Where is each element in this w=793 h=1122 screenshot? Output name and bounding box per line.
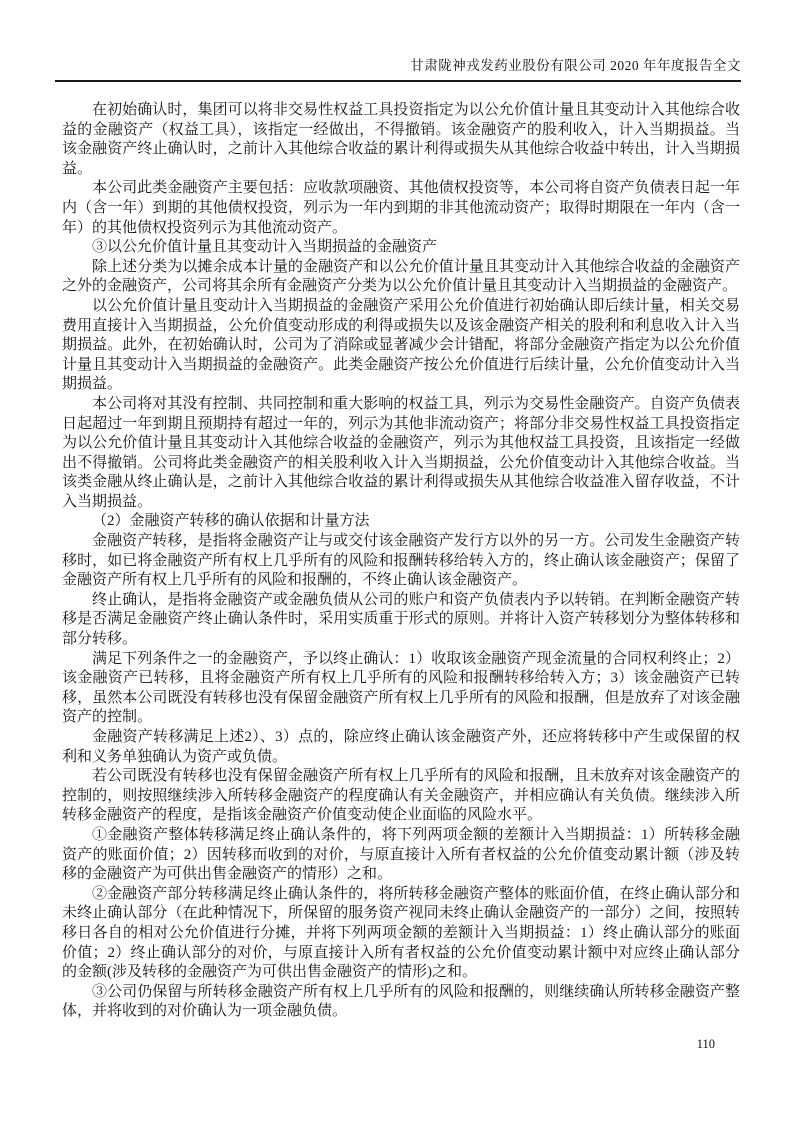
page-header-title: 甘肃陇神戎发药业股份有限公司 2020 年年度报告全文: [55, 54, 741, 82]
paragraph: ②金融资产部分转移满足终止确认条件的，将所转移金融资产整体的账面价值，在终止确认部分和未终止确认部分（在此种情况下，所保留的服务资产视同未终止确认金融资产的一部分）之间，按照转移日各自的相对公允价值进行分摊，并将下列两项金额的差额计入当期损益：1）终止确认部分的账面价值；2）终止确认部分的对价，与原直接计入所有者权益的公允价值变动累计额中对应终止确认部分的金额(涉及转移的金融资产为可供出售金融资产的情形)之和。: [62, 885, 740, 981]
document-body: [62, 101, 740, 1022]
paragraph: ③以公允价值计量且其变动计入当期损益的金融资产: [92, 239, 438, 256]
page-number: 110: [696, 1037, 715, 1051]
paragraph: 金融资产转移，是指将金融资产让与或交付该金融资产发行方以外的另一方。公司发生金融资产转移时，如已将金融资产所有权上几乎所有的风险和报酬转移给转入方的，终止确认该金融资产；保留了金融资产所有权上几乎所有的风险和报酬的，不终止确认该金融资产。: [62, 533, 740, 589]
paragraph: 本公司此类金融资产主要包括：应收款项融资、其他债权投资等，本公司将自资产负债表日起一年内（含一年）到期的其他债权投资，列示为一年内到期的非其他流动资产；取得时期限在一年内（含一年）的其他债权投资列示为其他流动资产。: [62, 180, 740, 236]
paragraph: 在初始确认时，集团可以将非交易性权益工具投资指定为以公允价值计量且其变动计入其他综合收益的金融资产（权益工具），该指定一经做出，不得撤销。该金融资产的股利收入，计入当期损益。当该金融资产终止确认时，之前计入其他综合收益的累计利得或损失从其他综合收益中转出，计入当期损益。: [62, 102, 740, 177]
paragraph: 终止确认，是指将金融资产或金融负债从公司的账户和资产负债表内予以转销。在判断金融资产转移是否满足金融资产终止确认条件时，采用实质重于形式的原则。并将计入资产转移划分为整体转移和部分转移。: [62, 591, 740, 648]
paragraph: 若公司既没有转移也没有保留金融资产所有权上几乎所有的风险和报酬，且未放弃对该金融资产的控制的，则按照继续涉入所转移金融资产的程度确认有关金融资产，并相应确认有关负债。继续涉入所转移金融资产的程度，是指该金融资产价值变动使企业面临的风险水平。: [62, 768, 740, 824]
paragraph: 满足下列条件之一的金融资产，予以终止确认：1）收取该金融资产现金流量的合同权利终止；2）该金融资产已转移，且将金融资产所有权上几乎所有的风险和报酬转移给转入方；3）该金融资产已转移，虽然本公司既没有转移也没有保留金融资产所有权上几乎所有的风险和报酬，但是放弃了对该金融资产的控制。: [62, 650, 740, 726]
paragraph: ①金融资产整体转移满足终止确认条件的，将下列两项金额的差额计入当期损益：1）所转移金融资产的账面价值；2）因转移而收到的对价，与原直接计入所有者权益的公允价值变动累计额（涉及转移的金融资产为可供出售金融资产的情形）之和。: [62, 826, 740, 883]
paragraph: （2）金融资产转移的确认依据和计量方法: [92, 513, 370, 530]
paragraph: ③公司仍保留与所转移金融资产所有权上几乎所有的风险和报酬的，则继续确认所转移金融资产整体，并将收到的对价确认为一项金融负债。: [62, 983, 740, 1020]
paragraph: 以公允价值计量且变动计入当期损益的金融资产采用公允价值进行初始确认即后续计量，相关交易费用直接计入当期损益，公允价值变动形成的利得或损失以及该金融资产相关的股利和利息收入计入当期损益。此外，在初始确认时，公司为了消除或显著减少会计错配，将部分金融资产指定为以公允价值计量且其变动计入当期损益的金融资产。此类金融资产按公允价值进行后续计量，公允价值变动计入当期损益。: [62, 297, 740, 393]
paragraph: 本公司将对其没有控制、共同控制和重大影响的权益工具，列示为交易性金融资产。自资产负债表日起超过一年到期且预期持有超过一年的，列示为其他非流动资产；将部分非交易性权益工具投资指定为以公允价值计量且其变动计入其他综合收益的金融资产，列示为其他权益工具投资，且该指定一经做出不得撤销。公司将此类金融资产的相关股利收入计入当期损益，公允价值变动计入其他综合收益。当该类金融从终止确认是，之前计入其他综合收益的累计利得或损失从其他综合收益准入留存收益，不计入当期损益。: [62, 395, 740, 510]
paragraph: 金融资产转移满足上述2）、3）点的，除应终止确认该金融资产外，还应将转移中产生或保留的权利和义务单独确认为资产或负债。: [62, 729, 740, 765]
paragraph: 除上述分类为以摊余成本计量的金融资产和以公允价值计量且其变动计入其他综合收益的金融资产之外的金融资产，公司将其余所有金融资产分类为以公允价值计量且其变动计入当期损益的金融资产。: [62, 258, 740, 295]
